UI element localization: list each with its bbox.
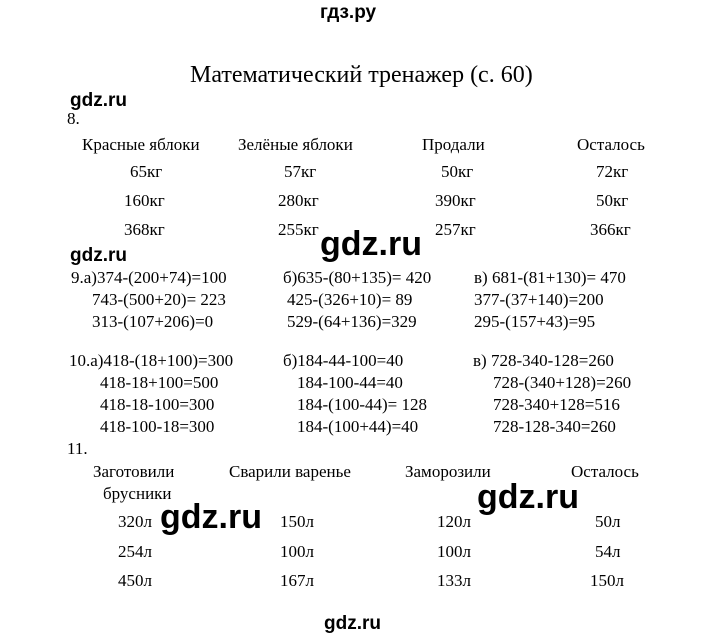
equation: 728-128-340=260: [493, 417, 616, 436]
table-cell: 50л: [595, 512, 621, 531]
table-cell: 160кг: [124, 191, 165, 210]
table-header: Продали: [422, 135, 485, 154]
table-header: Заморозили: [405, 462, 491, 481]
equation: 295-(157+43)=95: [474, 312, 596, 331]
table-cell: 150л: [590, 571, 624, 590]
equation: 377-(37+140)=200: [474, 290, 604, 309]
equation: 184-100-44=40: [297, 373, 403, 392]
table-cell: 54л: [595, 542, 621, 561]
table-cell: 450л: [118, 571, 152, 590]
watermark: gdz.ru: [70, 245, 127, 266]
table-cell: 120л: [437, 512, 471, 531]
watermark: gdz.ru: [324, 613, 381, 634]
site-header: гдз.ру: [320, 2, 377, 23]
equation: 313-(107+206)=0: [92, 312, 214, 331]
table-cell: 254л: [118, 542, 152, 561]
table-header: Сварили варенье: [229, 462, 351, 481]
table-cell: 257кг: [435, 220, 476, 239]
table-cell: 65кг: [130, 162, 163, 181]
table-cell: 320л: [118, 512, 152, 531]
table-cell: 280кг: [278, 191, 319, 210]
table-cell: 150л: [280, 512, 314, 531]
equation: 418-18+100=500: [100, 373, 219, 392]
table-cell: 72кг: [596, 162, 629, 181]
table-cell: 57кг: [284, 162, 317, 181]
watermark: gdz.ru: [477, 478, 579, 516]
watermark: gdz.ru: [70, 90, 127, 111]
equation: 9.а)374-(200+74)=100: [71, 268, 227, 287]
watermark: gdz.ru: [320, 225, 422, 263]
equation: в) 681-(81+130)= 470: [474, 268, 626, 287]
table-cell: 255кг: [278, 220, 319, 239]
watermark: gdz.ru: [160, 498, 262, 536]
equation: 728-(340+128)=260: [493, 373, 632, 392]
table-cell: 100л: [280, 542, 314, 561]
table-header: Осталось: [577, 135, 645, 154]
table-header: Зелёные яблоки: [238, 135, 353, 154]
equation: б)184-44-100=40: [283, 351, 404, 370]
equation: 529-(64+136)=329: [287, 312, 417, 331]
table-cell: 167л: [280, 571, 314, 590]
table-header: Красные яблоки: [82, 135, 200, 154]
table-cell: 50кг: [596, 191, 629, 210]
equation: 743-(500+20)= 223: [92, 290, 226, 309]
table-cell: 366кг: [590, 220, 631, 239]
page-title: Математический тренажер (с. 60): [190, 62, 533, 88]
equation: 418-18-100=300: [100, 395, 215, 414]
table-cell: 50кг: [441, 162, 474, 181]
equation: 10.а)418-(18+100)=300: [69, 351, 234, 370]
table-cell: 368кг: [124, 220, 165, 239]
equation: 184-(100+44)=40: [297, 417, 419, 436]
task-number: 11.: [67, 439, 88, 458]
equation: 418-100-18=300: [100, 417, 215, 436]
task-number: 8.: [67, 109, 80, 128]
equation: 728-340+128=516: [493, 395, 620, 414]
table-header: Заготовили: [93, 462, 175, 481]
table-header: Осталось: [571, 462, 639, 481]
table-header: брусники: [103, 484, 172, 503]
equation: 184-(100-44)= 128: [297, 395, 427, 414]
equation: 425-(326+10)= 89: [287, 290, 413, 309]
table-cell: 390кг: [435, 191, 476, 210]
equation: в) 728-340-128=260: [473, 351, 614, 370]
equation: б)635-(80+135)= 420: [283, 268, 432, 287]
table-cell: 133л: [437, 571, 471, 590]
table-cell: 100л: [437, 542, 471, 561]
